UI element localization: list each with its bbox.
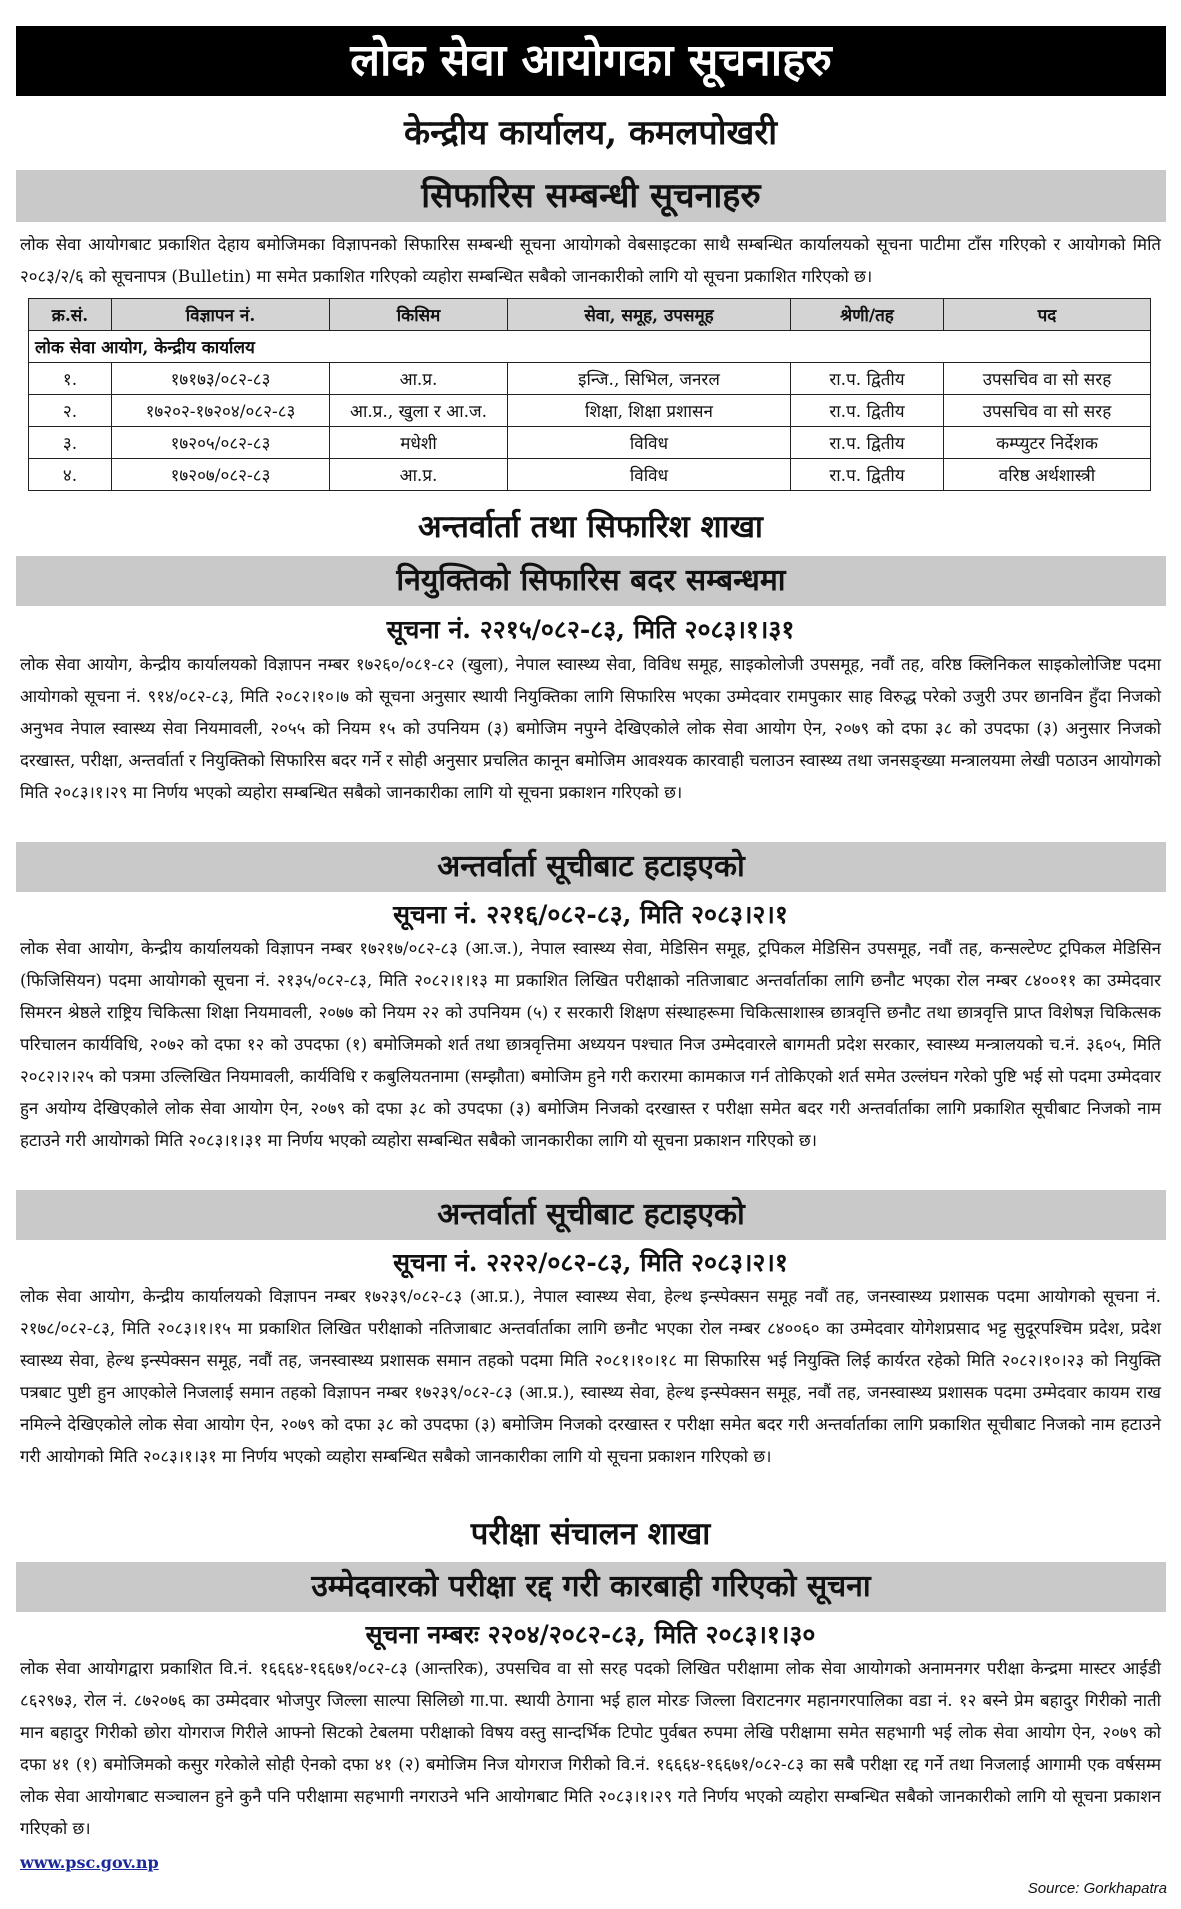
column-header: श्रेणी/तह — [791, 299, 944, 331]
source-credit: Source: Gorkhapatra — [1027, 1880, 1167, 1897]
table-cell: रा.प. द्वितीय — [791, 459, 944, 491]
column-header: क्र.सं. — [29, 299, 112, 331]
table-cell: १७२०२-१७२०४/०८२-८३ — [112, 395, 330, 427]
website-link[interactable]: www.psc.gov.np — [20, 1853, 159, 1872]
table-cell: रा.प. द्वितीय — [791, 395, 944, 427]
table-cell: वरिष्ठ अर्थशास्त्री — [944, 459, 1151, 491]
table-cell: कम्प्युटर निर्देशक — [944, 427, 1151, 459]
recommendation-table — [28, 298, 1151, 491]
table-row — [29, 459, 1151, 491]
table-row — [29, 427, 1151, 459]
notice1-heading: नियुक्तिको सिफारिस बदर सम्बन्धमा — [16, 556, 1166, 606]
notice1-number: सूचना नं. २२१५/०८२-८३, मिति २०८३।१।३१ — [386, 615, 795, 644]
table-cell: १७२०५/०८२-८३ — [112, 427, 330, 459]
table-cell: आ.प्र., खुला र आ.ज. — [330, 395, 508, 427]
column-header: विज्ञापन नं. — [112, 299, 330, 331]
table-cell: १७१७३/०८२-८३ — [112, 363, 330, 395]
table-cell: विविध — [508, 427, 791, 459]
table-cell: विविध — [508, 459, 791, 491]
recommendation-intro: लोक सेवा आयोगबाट प्रकाशित देहाय बमोजिमका विज्ञापनको सिफारिस सम्बन्धी सूचना आयोगको वेबसाइटका साथै सम्बन्धित कार्यालयको सूचना पाटीमा टाँस गरिएको र आयोगको मिति २०८३/२/६ को सूचनापत्र (Bulletin) मा समेत प्रकाशित गरिएको व्यहोरा सम्बन्धित सबैको जानकारीको लागि यो सूचना प्रकाशित गरिएको छ। — [20, 234, 1161, 286]
table-cell: ४. — [29, 459, 112, 491]
notice2-heading: अन्तर्वार्ता सूचीबाट हटाइएको — [16, 842, 1166, 892]
table-cell: आ.प्र. — [330, 363, 508, 395]
table-cell: मधेशी — [330, 427, 508, 459]
table-cell: २. — [29, 395, 112, 427]
table-cell: रा.प. द्वितीय — [791, 427, 944, 459]
table-header-row — [29, 299, 1151, 331]
notice2-number: सूचना नं. २२१६/०८२-८३, मिति २०८३।२।१ — [393, 900, 788, 929]
table-row — [29, 363, 1151, 395]
column-header: सेवा, समूह, उपसमूह — [508, 299, 791, 331]
notice3-body: लोक सेवा आयोग, केन्द्रीय कार्यालयको विज्ञापन नम्बर १७२३९/०८२-८३ (आ.प्र.), नेपाल स्वास्थ्य सेवा, हेल्थ इन्स्पेक्सन समूह नवौं तह, जनस्वास्थ्य प्रशासक पदमा आयोगको सूचना नं. २१७८/०८२-८३, मिति २०८३।१।१५ मा प्रकाशित लिखित परीक्षाको नतिजाबाट अन्तर्वार्ताका लागि छनौट भएका रोल नम्बर ८४००६० का उम्मेदवार योगेशप्रसाद भट्ट सुदूरपश्चिम प्रदेश, प्रदेश स्वास्थ्य सेवा, हेल्थ इन्स्पेक्सन समूह, नवौं तह, जनस्वास्थ्य प्रशासक समान तहको पदमा मिति २०८१।१०।१८ मा सिफारिस भई नियुक्ति लिई कार्यरत रहेको मिति २०८२।१०।२३ को नियुक्ति पत्रबाट पुष्टी हुन आएकोले निजलाई समान तहको विज्ञापन नम्बर १७२३९/०८२-८३ (आ.प्र.), स्वास्थ्य सेवा, हेल्थ इन्स्पेक्सन समूह, नवौं तह, जनस्वास्थ्य प्रशासक पदमा उम्मेदवार कायम राख नमिल्ने देखिएकोले लोक सेवा आयोग ऐन, २०७९ को दफा ३८ को उपदफा (३) बमोजिम निजको दरखास्त र परीक्षा समेत बदर गरी अन्तर्वार्ताका लागि प्रकाशित सूचीबाट निजको नाम हटाउने गरी आयोगको मिति २०८३।१।३१ मा निर्णय भएको व्यहोरा सम्बन्धित सबैको जानकारीका लागि यो सूचना प्रकाशन गरिएको छ। — [20, 1286, 1161, 1466]
column-header: किसिम — [330, 299, 508, 331]
notice2-body: लोक सेवा आयोग, केन्द्रीय कार्यालयको विज्ञापन नम्बर १७२१७/०८२-८३ (आ.ज.), नेपाल स्वास्थ्य सेवा, मेडिसिन समूह, ट्रपिकल मेडिसिन उपसमूह, नवौं तह, कन्सल्टेण्ट ट्रपिकल मेडिसिन (फिजिसियन) पदमा आयोगको सूचना नं. २१३५/०८२-८३, मिति २०८२।१।१३ मा प्रकाशित लिखित परीक्षाको नतिजाबाट अन्तर्वार्ताका लागि छनौट भएका रोल नम्बर ८४००११ का उम्मेदवार सिमरन श्रेष्ठले राष्ट्रिय चिकित्सा शिक्षा नियमावली, २०७७ को नियम २२ को उपनियम (५) र सरकारी शिक्षण संस्थाहरूमा चिकित्साशास्त्र छात्रवृत्ति छनौट तथा छात्रवृत्ति प्राप्त विशेषज्ञ चिकित्सक परिचालन कार्यविधि, २०७२ को दफा १२ को उपदफा (१) बमोजिमको शर्त तथा छात्रवृत्तिमा अध्ययन पश्चात निज उम्मेदवारले बागमती प्रदेश सरकार, स्वास्थ्य मन्त्रालयको च.नं. ३६०५, मिति २०८२।२।२५ को पत्रमा उल्लिखित नियमावली, कार्यविधि र कबुलियतनामा (सम्झौता) बमोजिम हुने गरी करारमा कामकाज गर्न तोकिएको शर्त समेत उल्लंघन गरेको पुष्टि भई सो पदमा उम्मेदवार हुन अयोग्य देखिएकोले लोक सेवा आयोग ऐन, २०७९ को दफा ३८ को उपदफा (३) बमोजिम निजको दरखास्त र परीक्षा समेत बदर गरी अन्तर्वार्ताका लागि प्रकाशित सूचीबाट निजको नाम हटाउने गरी आयोगको मिति २०८३।१।३१ मा निर्णय भएको व्यहोरा सम्बन्धित सबैको जानकारीका लागि यो सूचना प्रकाशन गरिएको छ। — [20, 938, 1161, 1150]
table-row — [29, 395, 1151, 427]
table-cell: आ.प्र. — [330, 459, 508, 491]
table-cell: शिक्षा, शिक्षा प्रशासन — [508, 395, 791, 427]
section-heading-recommendation: सिफारिस सम्बन्धी सूचनाहरु — [16, 170, 1166, 222]
branch-heading-interview: अन्तर्वार्ता तथा सिफारिश शाखा — [418, 509, 763, 545]
table-cell: उपसचिव वा सो सरह — [944, 395, 1151, 427]
exam-notice-number: सूचना नम्बरः २२०४/२०८२-८३, मिति २०८३।१।३० — [365, 1620, 816, 1649]
notice3-number: सूचना नं. २२२२/०८२-८३, मिति २०८३।२।१ — [393, 1248, 788, 1277]
notice3-heading: अन्तर्वार्ता सूचीबाट हटाइएको — [16, 1190, 1166, 1240]
table-cell: १७२०७/०८२-८३ — [112, 459, 330, 491]
branch-heading-exam: परीक्षा संचालन शाखा — [470, 1516, 711, 1552]
page-title: लोक सेवा आयोगका सूचनाहरु — [16, 26, 1166, 96]
office-label: लोक सेवा आयोग, केन्द्रीय कार्यालय — [29, 331, 1151, 363]
column-header: पद — [944, 299, 1151, 331]
exam-notice-heading: उम्मेदवारको परीक्षा रद्द गरी कारबाही गरिएको सूचना — [16, 1562, 1166, 1612]
office-heading: केन्द्रीय कार्यालय, कमलपोखरी — [403, 113, 778, 153]
table-cell: रा.प. द्वितीय — [791, 363, 944, 395]
table-cell: इन्जि., सिभिल, जनरल — [508, 363, 791, 395]
table-cell: १. — [29, 363, 112, 395]
table-cell: उपसचिव वा सो सरह — [944, 363, 1151, 395]
notice1-body: लोक सेवा आयोग, केन्द्रीय कार्यालयको विज्ञापन नम्बर १७२६०/०८१-८२ (खुला), नेपाल स्वास्थ्य सेवा, विविध समूह, साइकोलोजी उपसमूह, नवौं तह, वरिष्ठ क्लिनिकल साइकोलोजिष्ट पदमा आयोगको सूचना नं. ९१४/०८२-८३, मिति २०८२।१०।७ को सूचना अनुसार स्थायी नियुक्तिका लागि सिफारिस भएका उम्मेदवार रामपुकार साह विरुद्ध परेको उजुरी उपर छानविन हुँदा निजको अनुभव नेपाल स्वास्थ्य सेवा नियमावली, २०५५ को नियम १५ को उपनियम (३) बमोजिम नपुग्ने देखिएकोले लोक सेवा आयोग ऐन, २०७९ को दफा ३८ को उपदफा (३) अनुसार निजको दरखास्त, परीक्षा, अन्तर्वार्ता र नियुक्तिको सिफारिस बदर गर्ने र सोही अनुसार प्रचलित कानून बमोजिम आवश्यक कारवाही चलाउन स्वास्थ्य तथा जनसङ्ख्या मन्त्रालयमा लेखी पठाउन आयोगको मिति २०८३।१।२९ मा निर्णय भएको व्यहोरा सम्बन्धित सबैको जानकारीका लागि यो सूचना प्रकाशन गरिएको छ। — [20, 654, 1161, 802]
exam-notice-body: लोक सेवा आयोगद्वारा प्रकाशित वि.नं. १६६६४-१६६७१/०८२-८३ (आन्तरिक), उपसचिव वा सो सरह पदको लिखित परीक्षामा लोक सेवा आयोगको अनामनगर परीक्षा केन्द्रमा मास्टर आईडी ८६२९७३, रोल नं. ८७२०७६ का उम्मेदवार भोजपुर जिल्ला साल्पा सिलिछो गा.पा. स्थायी ठेगाना भई हाल मोरङ जिल्ला विराटनगर महानगरपालिका वडा नं. १२ बस्ने प्रेम बहादुर गिरीको नाती मान बहादुर गिरीको छोरा योगराज गिरीले आफ्नो सिटको टेबलमा परीक्षाको विषय वस्तु सान्दर्भिक टिपोट पुर्वबत रुपमा लेखि परीक्षामा समेत सहभागी भई लोक सेवा आयोग ऐन, २०७९ को दफा ४१ (१) बमोजिमको कसुर गरेकोले सोही ऐनको दफा ४१ (२) बमोजिम निज योगराज गिरीको वि.नं. १६६६४-१६६७१/०८२-८३ का सबै परीक्षा रद्द गर्ने तथा निजलाई आगामी एक वर्षसम्म लोक सेवा आयोगबाट सञ्चालन हुने कुनै पनि परीक्षामा सहभागी नगराउने भनि आयोगबाट मिति २०८३।१।२९ गते निर्णय भएको व्यहोरा सम्बन्धित सबैको जानकारीको लागि यो सूचना प्रकाशन गरिएको छ। — [20, 1658, 1161, 1838]
table-cell: ३. — [29, 427, 112, 459]
table-office-row — [29, 331, 1151, 363]
